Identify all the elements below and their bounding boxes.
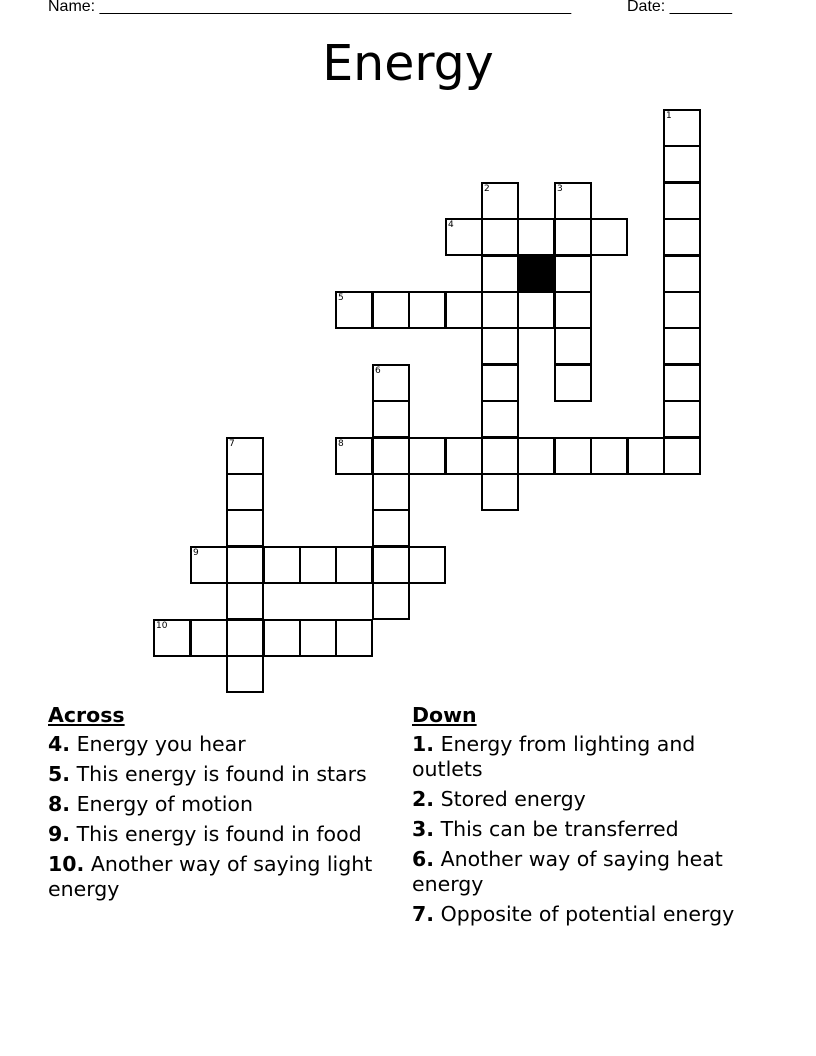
crossword-cell[interactable]	[408, 546, 446, 584]
crossword-cell[interactable]	[590, 437, 628, 475]
crossword-cell[interactable]	[226, 619, 264, 657]
crossword-cell[interactable]	[663, 327, 701, 365]
across-clue	[48, 732, 378, 757]
crossword-cell[interactable]	[663, 182, 701, 220]
clue-number: 8.	[48, 792, 71, 816]
crossword-cell[interactable]	[372, 509, 410, 547]
crossword-cell[interactable]	[517, 291, 555, 329]
crossword-cell[interactable]	[372, 437, 410, 475]
crossword-cell[interactable]	[663, 218, 701, 256]
clue-text: Another way of saying light energy	[48, 852, 373, 901]
crossword-cell[interactable]	[554, 218, 592, 256]
crossword-cell[interactable]	[335, 437, 373, 475]
clue-number: 4.	[48, 732, 71, 756]
down-heading: Down	[412, 703, 477, 727]
crossword-cell[interactable]	[226, 509, 264, 547]
down-clue	[412, 847, 752, 897]
clue-text: This energy is found in stars	[76, 762, 367, 786]
crossword-cell[interactable]	[445, 437, 483, 475]
crossword-cell[interactable]	[481, 182, 519, 220]
crossword-cell[interactable]	[481, 364, 519, 402]
crossword-cell[interactable]	[481, 291, 519, 329]
crossword-cell[interactable]	[554, 437, 592, 475]
across-clue	[48, 822, 378, 847]
clue-number-label: 1	[666, 111, 672, 121]
clue-number: 1.	[412, 732, 435, 756]
clue-text: Stored energy	[440, 787, 586, 811]
crossword-block	[517, 255, 555, 293]
clue-number-label: 7	[229, 439, 235, 449]
clue-text: This can be transferred	[440, 817, 679, 841]
clue-number: 7.	[412, 902, 435, 926]
across-clues	[48, 703, 378, 907]
clue-number: 9.	[48, 822, 71, 846]
clue-text: Another way of saying heat energy	[412, 847, 723, 896]
date-field[interactable]: Date: _______	[627, 0, 732, 15]
crossword-cell[interactable]	[663, 145, 701, 183]
clue-number-label: 6	[375, 366, 381, 376]
crossword-cell[interactable]	[663, 437, 701, 475]
crossword-cell[interactable]	[299, 546, 337, 584]
crossword-cell[interactable]	[445, 218, 483, 256]
down-clue	[412, 817, 752, 842]
crossword-cell[interactable]	[299, 619, 337, 657]
down-clue	[412, 787, 752, 812]
clue-number: 10.	[48, 852, 85, 876]
crossword-cell[interactable]	[372, 291, 410, 329]
crossword-cell[interactable]	[372, 473, 410, 511]
across-clue	[48, 852, 378, 902]
across-clue	[48, 762, 378, 787]
crossword-cell[interactable]	[481, 255, 519, 293]
clue-number: 2.	[412, 787, 435, 811]
crossword-cell[interactable]	[190, 619, 228, 657]
crossword-cell[interactable]	[372, 582, 410, 620]
clue-number-label: 3	[557, 184, 563, 194]
clue-text: Energy you hear	[76, 732, 246, 756]
crossword-cell[interactable]	[226, 473, 264, 511]
clue-text: Opposite of potential energy	[440, 902, 735, 926]
crossword-cell[interactable]	[372, 546, 410, 584]
crossword-cell[interactable]	[554, 327, 592, 365]
clue-text: Energy of motion	[76, 792, 253, 816]
crossword-cell[interactable]	[372, 364, 410, 402]
clue-number-label: 2	[484, 184, 490, 194]
crossword-cell[interactable]	[481, 437, 519, 475]
down-clue	[412, 902, 752, 927]
clue-number: 5.	[48, 762, 71, 786]
crossword-cell[interactable]	[554, 182, 592, 220]
crossword-cell[interactable]	[663, 400, 701, 438]
across-clue	[48, 792, 378, 817]
clue-number: 3.	[412, 817, 435, 841]
crossword-cell[interactable]	[335, 619, 373, 657]
crossword-cell[interactable]	[663, 255, 701, 293]
crossword-cell[interactable]	[226, 437, 264, 475]
down-clues	[412, 703, 752, 932]
clue-text: This energy is found in food	[76, 822, 362, 846]
name-field[interactable]: Name: _____________________________________________________	[48, 0, 572, 15]
crossword-cell[interactable]	[408, 437, 446, 475]
crossword-cell[interactable]	[481, 327, 519, 365]
across-heading: Across	[48, 703, 125, 727]
crossword-cell[interactable]	[335, 546, 373, 584]
crossword-cell[interactable]	[190, 546, 228, 584]
crossword-cell[interactable]	[481, 473, 519, 511]
crossword-cell[interactable]	[263, 546, 301, 584]
down-clue	[412, 732, 752, 782]
crossword-cell[interactable]	[517, 218, 555, 256]
crossword-cell[interactable]	[663, 364, 701, 402]
crossword-cell[interactable]	[481, 400, 519, 438]
crossword-cell[interactable]	[663, 109, 701, 147]
crossword-cell[interactable]	[554, 291, 592, 329]
crossword-cell[interactable]	[335, 291, 373, 329]
clue-number-label: 9	[193, 548, 199, 558]
crossword-cell[interactable]	[153, 619, 191, 657]
crossword-cell[interactable]	[663, 291, 701, 329]
crossword-cell[interactable]	[590, 218, 628, 256]
crossword-cell[interactable]	[263, 619, 301, 657]
crossword-cell[interactable]	[445, 291, 483, 329]
crossword-cell[interactable]	[554, 364, 592, 402]
crossword-cell[interactable]	[517, 437, 555, 475]
crossword-cell[interactable]	[226, 582, 264, 620]
crossword-cell[interactable]	[226, 655, 264, 693]
crossword-cell[interactable]	[226, 546, 264, 584]
crossword-cell[interactable]	[481, 218, 519, 256]
clue-number-label: 8	[338, 439, 344, 449]
clue-number: 6.	[412, 847, 435, 871]
crossword-cell[interactable]	[627, 437, 665, 475]
page-title: Energy	[322, 35, 494, 92]
crossword-cell[interactable]	[554, 255, 592, 293]
clue-number-label: 4	[448, 220, 454, 230]
clue-number-label: 10	[156, 621, 168, 631]
crossword-cell[interactable]	[372, 400, 410, 438]
crossword-cell[interactable]	[408, 291, 446, 329]
clue-text: Energy from lighting and outlets	[412, 732, 696, 781]
clue-number-label: 5	[338, 293, 344, 303]
